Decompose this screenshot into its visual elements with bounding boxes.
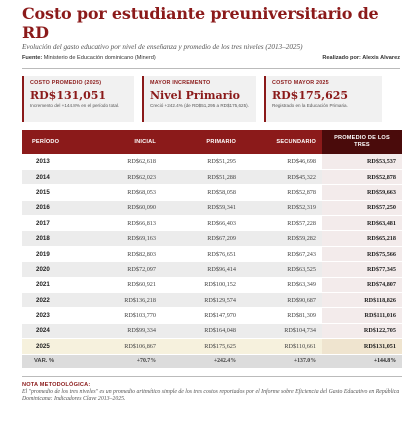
card-value: RD$131,051 xyxy=(30,89,107,102)
year-cell: 2018 xyxy=(22,231,82,246)
variation-primario: +242.4% xyxy=(162,354,242,368)
source xyxy=(22,54,156,62)
average-cell: RD$57,250 xyxy=(322,200,402,215)
primario-cell: RD$96,414 xyxy=(162,262,242,277)
secundario-cell: RD$63,349 xyxy=(242,277,322,292)
inicial-cell: RD$69,163 xyxy=(82,231,162,246)
methodology-text: El "promedio de los tres niveles" es un promedio aritmético simple de los tres costos reportados por el Informe sobre Eficiencia del Gasto Educativo en República Dominicana: Indicadores Clave 2013–2025. xyxy=(22,389,400,403)
page-title: Costo por estudiante preuniversitario de RD xyxy=(22,4,379,42)
average-cell: RD$52,878 xyxy=(322,169,402,184)
primario-cell: RD$51,288 xyxy=(162,169,242,184)
card-note: Creció +242.4% (de RD$51,295 a RD$175,625). xyxy=(150,103,249,108)
primario-cell: RD$67,209 xyxy=(162,231,242,246)
primario-cell: RD$164,048 xyxy=(162,323,242,338)
average-cell: RD$74,807 xyxy=(322,277,402,292)
summary-cards xyxy=(22,76,400,122)
primario-cell: RD$129,574 xyxy=(162,293,242,308)
table-row xyxy=(22,154,402,169)
year-cell: 2023 xyxy=(22,308,82,323)
primario-cell: RD$58,058 xyxy=(162,185,242,200)
table-row xyxy=(22,339,402,354)
table-row xyxy=(22,308,402,323)
average-cell: RD$65,218 xyxy=(322,231,402,246)
year-cell: 2021 xyxy=(22,277,82,292)
column-header-inicial: INICIAL xyxy=(82,130,162,154)
column-header-secundario: SECUNDARIO xyxy=(242,130,322,154)
average-cell: RD$122,705 xyxy=(322,323,402,338)
card-label: COSTO MAYOR 2025 xyxy=(272,80,329,86)
table-row xyxy=(22,293,402,308)
secundario-cell: RD$90,687 xyxy=(242,293,322,308)
secundario-cell: RD$63,525 xyxy=(242,262,322,277)
primario-cell: RD$100,152 xyxy=(162,277,242,292)
methodology-note xyxy=(22,382,402,404)
year-cell: 2017 xyxy=(22,216,82,231)
divider xyxy=(22,68,400,69)
source-text: Ministerio de Educación dominicano (Minerd) xyxy=(43,55,156,61)
average-cell: RD$118,826 xyxy=(322,293,402,308)
table-body xyxy=(22,154,402,354)
card-note: Registrado en la Educación Primaria. xyxy=(272,103,348,108)
inicial-cell: RD$62,618 xyxy=(82,154,162,169)
card-highest-cost xyxy=(264,76,382,122)
average-cell: RD$75,566 xyxy=(322,246,402,261)
secundario-cell: RD$110,661 xyxy=(242,339,322,354)
cost-table xyxy=(22,130,402,368)
variation-inicial: +70.7% xyxy=(82,354,162,368)
card-note: Incremento del +144.8% en el período total. xyxy=(30,103,120,108)
table-row xyxy=(22,169,402,184)
inicial-cell: RD$136,218 xyxy=(82,293,162,308)
variation-row xyxy=(22,354,402,368)
inicial-cell: RD$60,090 xyxy=(82,200,162,215)
card-value: RD$175,625 xyxy=(272,89,349,102)
average-cell: RD$63,481 xyxy=(322,216,402,231)
inicial-cell: RD$99,334 xyxy=(82,323,162,338)
year-cell: 2014 xyxy=(22,169,82,184)
secundario-cell: RD$59,282 xyxy=(242,231,322,246)
secundario-cell: RD$67,243 xyxy=(242,246,322,261)
column-header-period: PERÍODO xyxy=(22,130,82,154)
table-row xyxy=(22,277,402,292)
card-largest-increase xyxy=(142,76,256,122)
variation-average: +144.8% xyxy=(322,354,402,368)
page-subtitle: Evolución del gasto educativo por nivel de enseñanza y promedio de los tres niveles (2013–2025) xyxy=(22,43,303,51)
table-row xyxy=(22,323,402,338)
year-cell: 2024 xyxy=(22,323,82,338)
variation-label: VAR. % xyxy=(22,354,82,368)
secundario-cell: RD$52,878 xyxy=(242,185,322,200)
secundario-cell: RD$104,734 xyxy=(242,323,322,338)
average-cell: RD$111,016 xyxy=(322,308,402,323)
card-average-cost xyxy=(22,76,134,122)
variation-secundario: +137.0% xyxy=(242,354,322,368)
year-cell: 2013 xyxy=(22,154,82,169)
inicial-cell: RD$103,770 xyxy=(82,308,162,323)
average-cell: RD$77,345 xyxy=(322,262,402,277)
primario-cell: RD$51,295 xyxy=(162,154,242,169)
year-cell: 2015 xyxy=(22,185,82,200)
table-header-row xyxy=(22,130,402,154)
secundario-cell: RD$52,319 xyxy=(242,200,322,215)
year-cell: 2022 xyxy=(22,293,82,308)
year-cell: 2019 xyxy=(22,246,82,261)
divider xyxy=(22,376,402,377)
primario-cell: RD$76,651 xyxy=(162,246,242,261)
inicial-cell: RD$72,097 xyxy=(82,262,162,277)
inicial-cell: RD$60,921 xyxy=(82,277,162,292)
year-cell: 2020 xyxy=(22,262,82,277)
year-cell: 2016 xyxy=(22,200,82,215)
column-header-primario: PRIMARIO xyxy=(162,130,242,154)
card-value: Nivel Primario xyxy=(150,89,240,102)
table-row xyxy=(22,246,402,261)
primario-cell: RD$147,970 xyxy=(162,308,242,323)
table-row xyxy=(22,216,402,231)
inicial-cell: RD$106,867 xyxy=(82,339,162,354)
secundario-cell: RD$57,228 xyxy=(242,216,322,231)
card-label: MAYOR INCREMENTO xyxy=(150,80,211,86)
methodology-title: NOTA METODOLÓGICA: xyxy=(22,382,91,389)
card-label: COSTO PROMEDIO (2025) xyxy=(30,80,102,86)
average-cell: RD$59,663 xyxy=(322,185,402,200)
inicial-cell: RD$82,803 xyxy=(82,246,162,261)
average-cell: RD$131,051 xyxy=(322,339,402,354)
inicial-cell: RD$62,023 xyxy=(82,169,162,184)
table-row xyxy=(22,185,402,200)
author-credit: Realizado por: Alexis Alvarez xyxy=(322,55,400,61)
table-row xyxy=(22,200,402,215)
secundario-cell: RD$45,322 xyxy=(242,169,322,184)
source-label: Fuente: xyxy=(22,55,43,61)
table-row xyxy=(22,231,402,246)
primario-cell: RD$175,625 xyxy=(162,339,242,354)
year-cell: 2025 xyxy=(22,339,82,354)
inicial-cell: RD$66,813 xyxy=(82,216,162,231)
primario-cell: RD$66,403 xyxy=(162,216,242,231)
primario-cell: RD$59,341 xyxy=(162,200,242,215)
table-row xyxy=(22,262,402,277)
inicial-cell: RD$68,053 xyxy=(82,185,162,200)
column-header-average: PROMEDIO DE LOS TRES xyxy=(322,130,402,154)
secundario-cell: RD$46,698 xyxy=(242,154,322,169)
source-row xyxy=(22,54,400,62)
secundario-cell: RD$81,309 xyxy=(242,308,322,323)
average-cell: RD$53,537 xyxy=(322,154,402,169)
